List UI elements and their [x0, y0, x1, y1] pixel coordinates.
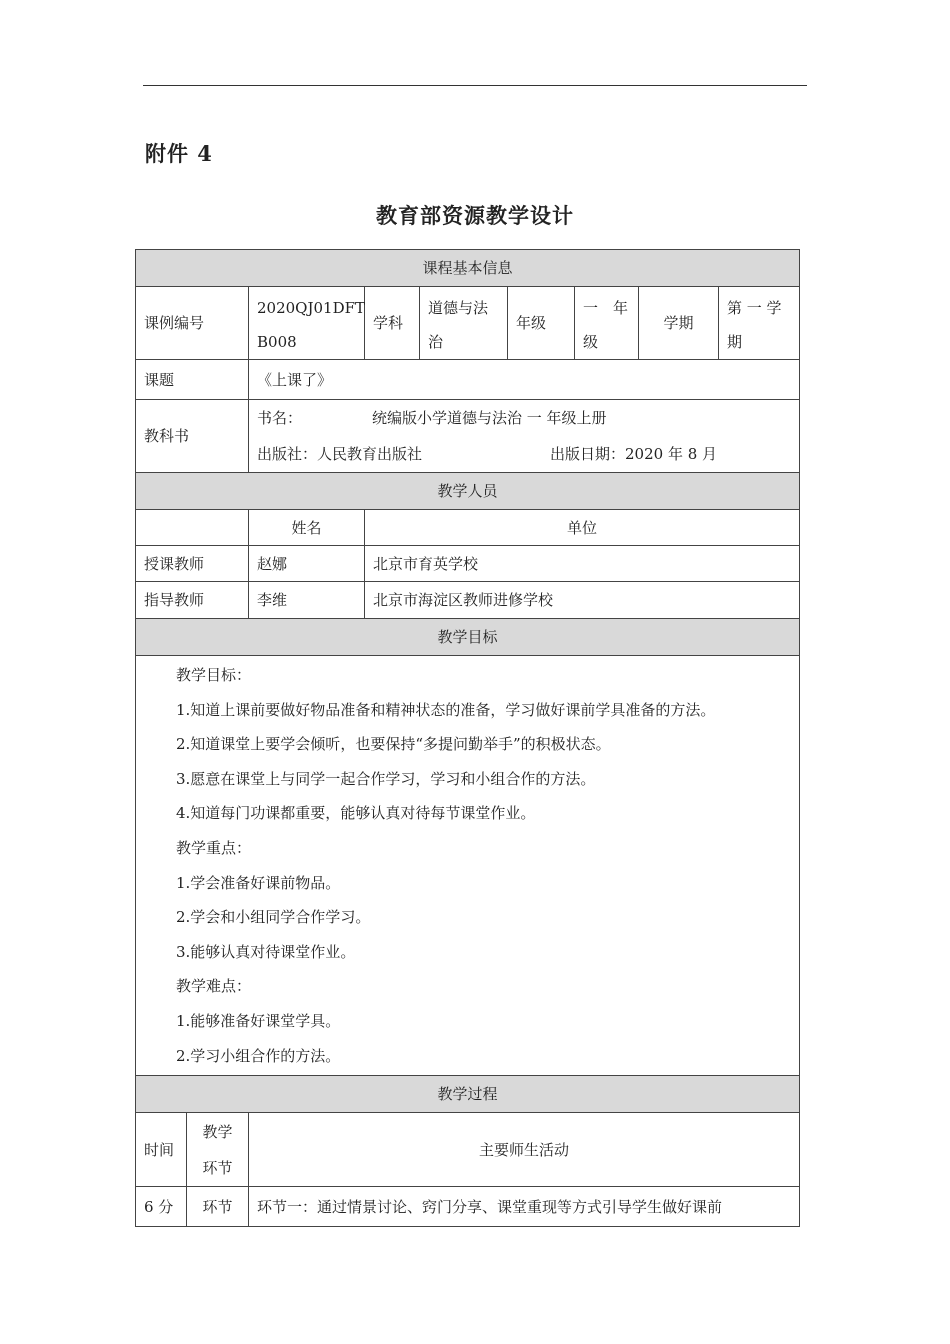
case-no-value	[249, 287, 365, 360]
goal-item: 4.知道每门功课都重要，能够认真对待每节课堂作业。	[176, 804, 536, 823]
staff-name: 李维	[249, 582, 365, 619]
process-activity-header: 主要师生活动	[249, 1113, 800, 1187]
subject-label: 学科	[365, 287, 420, 360]
book-name-value: 统编版小学道德与法治 一 年级上册	[372, 409, 607, 427]
key-points-heading: 教学重点：	[176, 838, 252, 857]
key-point-item: 2.学会和小组同学合作学习。	[176, 908, 371, 927]
section-row-process	[136, 1076, 800, 1113]
staff-unit: 北京市育英学校	[365, 546, 800, 582]
subject-line1: 道德与法	[428, 299, 489, 317]
case-no-label: 课例编号	[136, 287, 249, 360]
subject-value	[420, 287, 508, 360]
difficulty-item: 1.能够准备好课堂学具。	[176, 1011, 341, 1030]
section-basic-info: 课程基本信息	[136, 250, 800, 287]
staff-role: 指导教师	[136, 582, 249, 619]
case-no-line2: B008	[257, 333, 297, 351]
key-point-item: 1.学会准备好课前物品。	[176, 873, 341, 892]
goal-item: 3.愿意在课堂上与同学一起合作学习，学习和小组合作的方法。	[176, 769, 596, 788]
process-stage: 环节	[187, 1187, 249, 1227]
topic-label: 课题	[136, 360, 249, 400]
staff-name: 赵娜	[249, 546, 365, 582]
grade-label: 年级	[508, 287, 575, 360]
grade-line2: 级	[583, 333, 599, 351]
section-staff: 教学人员	[136, 473, 800, 510]
process-time: 6 分	[136, 1187, 187, 1227]
section-row-goals	[136, 619, 800, 656]
textbook-label: 教科书	[136, 400, 249, 473]
publish-date: 出版日期：2020 年 8 月	[550, 445, 718, 463]
process-row	[136, 1187, 800, 1227]
basic-info-row	[136, 287, 800, 360]
section-row-staff	[136, 473, 800, 510]
process-header-row	[136, 1113, 800, 1187]
section-row-basic	[136, 250, 800, 287]
section-goals: 教学目标	[136, 619, 800, 656]
goals-heading: 教学目标：	[176, 666, 252, 684]
staff-unit: 北京市海淀区教师进修学校	[365, 582, 800, 619]
process-activity: 环节一：通过情景讨论、窍门分享、课堂重现等方式引导学生做好课前	[249, 1187, 800, 1227]
publisher-line	[257, 436, 791, 472]
topic-row	[136, 360, 800, 400]
textbook-row	[136, 400, 800, 473]
term-line1: 第 一 学	[727, 299, 782, 317]
staff-unit-header: 单位	[365, 510, 800, 546]
publisher: 出版社：人民教育出版社	[257, 445, 423, 463]
process-stage-header	[187, 1113, 249, 1187]
staff-header-row	[136, 510, 800, 546]
process-time-header: 时间	[136, 1113, 187, 1187]
document-title: 教育部资源教学设计	[376, 203, 574, 228]
book-name-label: 书名：	[257, 409, 303, 427]
lesson-design-table	[135, 249, 800, 1227]
key-point-item: 3.能够认真对待课堂作业。	[176, 942, 356, 961]
textbook-info	[249, 400, 800, 473]
staff-row	[136, 546, 800, 582]
term-line2: 期	[727, 333, 743, 351]
grade-line1: 一 年	[583, 299, 629, 317]
term-label: 学期	[639, 287, 719, 360]
difficulty-item: 2.学习小组合作的方法。	[176, 1046, 341, 1065]
term-value	[719, 287, 800, 360]
subject-line2: 治	[428, 333, 444, 351]
grade-value	[575, 287, 639, 360]
header-rule	[143, 85, 807, 86]
goal-item: 2.知道课堂上要学会倾听，也要保持“多提问勤举手”的积极状态。	[176, 735, 611, 754]
goal-item: 1.知道上课前要做好物品准备和精神状态的准备，学习做好课前学具准备的方法。	[176, 700, 716, 719]
staff-blank-header	[136, 510, 249, 546]
staff-row	[136, 582, 800, 619]
topic-value: 《上课了》	[249, 360, 800, 400]
book-name-line	[257, 400, 791, 436]
staff-name-header: 姓名	[249, 510, 365, 546]
stage-header-line1: 教学	[202, 1122, 233, 1141]
case-no-line1: 2020QJ01DFT	[257, 299, 366, 317]
attachment-label: 附件 4	[145, 141, 213, 166]
section-process: 教学过程	[136, 1076, 800, 1113]
goals-content	[136, 656, 800, 1076]
staff-role: 授课教师	[136, 546, 249, 582]
stage-header-line2: 环节	[202, 1158, 233, 1177]
goals-row	[136, 656, 800, 1076]
difficulties-heading: 教学难点：	[176, 977, 252, 996]
